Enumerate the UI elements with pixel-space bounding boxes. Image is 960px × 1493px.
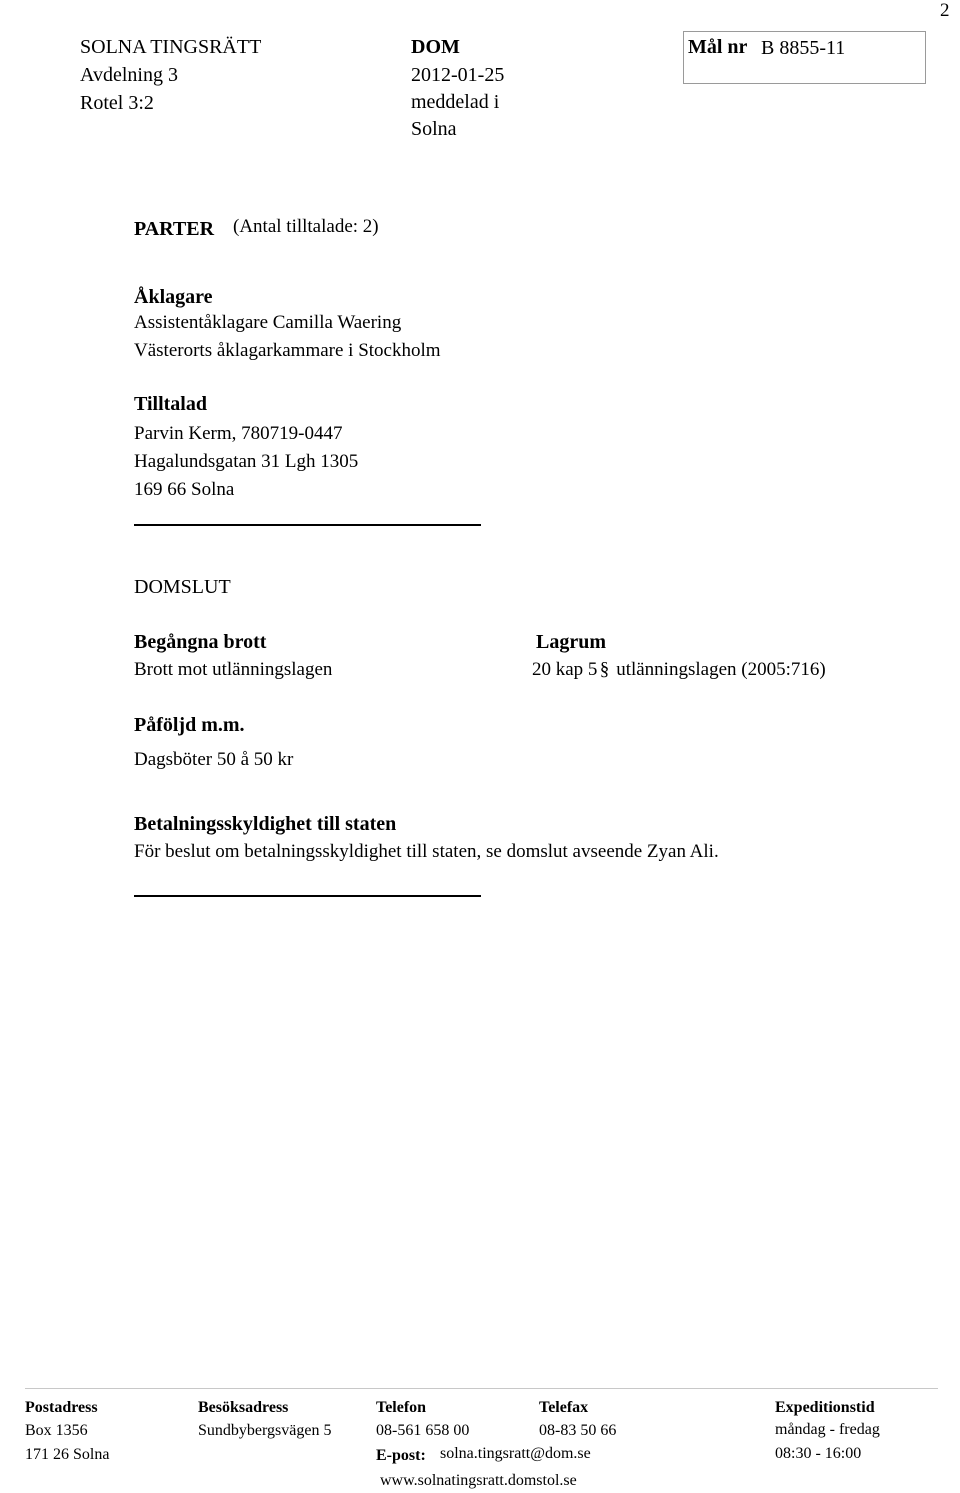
end-divider: [134, 895, 481, 897]
defendant-street: Hagalundsgatan 31 Lgh 1305: [134, 451, 359, 472]
rotel: Rotel 3:2: [80, 92, 154, 114]
sanction-text: Dagsböter 50 å 50 kr: [134, 749, 294, 770]
prosecutor-name: Assistentåklagare Camilla Waering: [134, 312, 402, 333]
prosecutor-heading: Åklagare: [134, 286, 213, 308]
law-reference: [532, 659, 826, 681]
fax-label: Telefax: [539, 1399, 589, 1416]
phone-number: 08-561 658 00: [376, 1422, 470, 1439]
crime-text: Brott mot utlänningslagen: [134, 659, 333, 680]
defendant-name: Parvin Kerm, 780719-0447: [134, 423, 343, 444]
email-address[interactable]: solna.tingsratt@dom.se: [440, 1445, 591, 1462]
website-link[interactable]: www.solnatingsratt.domstol.se: [380, 1472, 577, 1489]
hours-time: 08:30 - 16:00: [775, 1445, 862, 1462]
postal-line1: Box 1356: [25, 1422, 88, 1439]
visit-line1: Sundbybergsvägen 5: [198, 1422, 332, 1439]
case-number: B 8855-11: [761, 37, 846, 59]
law-heading: Lagrum: [536, 631, 606, 653]
hours-days: måndag - fredag: [775, 1421, 880, 1438]
prosecutor-office: Västerorts åklagarkammare i Stockholm: [134, 340, 441, 361]
fax-number: 08-83 50 66: [539, 1422, 617, 1439]
division: Avdelning 3: [80, 64, 178, 86]
delivered-label: meddelad i: [411, 91, 500, 113]
law-suffix: utlänningslagen (2005:716): [616, 659, 826, 680]
phone-label: Telefon: [376, 1399, 427, 1416]
delivered-place: Solna: [411, 118, 457, 140]
defendant-postal: 169 66 Solna: [134, 479, 235, 500]
court-name: SOLNA TINGSRÄTT: [80, 36, 262, 58]
payment-text: För beslut om betalningsskyldighet till staten, se domslut avseende Zyan Ali.: [134, 841, 719, 862]
payment-heading: Betalningsskyldighet till staten: [134, 813, 397, 835]
case-number-label: Mål nr: [688, 36, 748, 58]
parties-heading: PARTER: [134, 218, 215, 240]
page-number: 2: [940, 0, 950, 21]
crimes-heading: Begångna brott: [134, 631, 267, 653]
section-divider: [134, 524, 481, 526]
document-type: DOM: [411, 36, 460, 58]
footer-rule: [25, 1388, 938, 1389]
hours-label: Expeditionstid: [775, 1399, 875, 1416]
verdict-heading: DOMSLUT: [134, 576, 231, 598]
document-date: 2012-01-25: [411, 64, 505, 86]
postal-line2: 171 26 Solna: [25, 1446, 110, 1463]
defendant-heading: Tilltalad: [134, 393, 207, 415]
postal-label: Postadress: [25, 1399, 98, 1416]
law-section-sign: §: [599, 659, 610, 680]
sanction-heading: Påföljd m.m.: [134, 714, 245, 736]
law-prefix: 20 kap 5: [532, 659, 598, 680]
defendant-count: (Antal tilltalade: 2): [233, 216, 379, 237]
visit-label: Besöksadress: [198, 1399, 289, 1416]
email-label: E-post:: [376, 1447, 426, 1464]
